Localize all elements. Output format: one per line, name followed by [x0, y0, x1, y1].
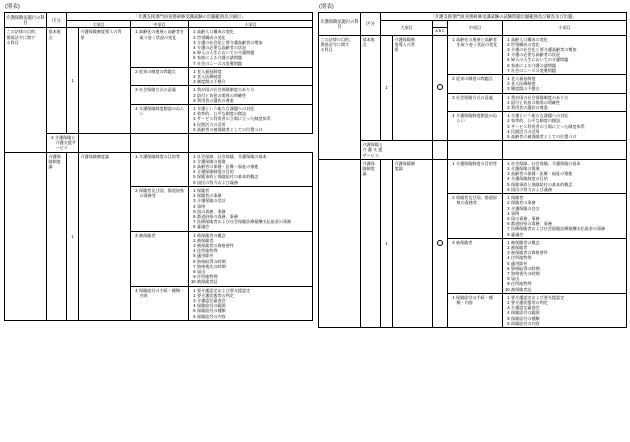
cell-detail: 1 社会保障、社会保険、介護保険の基本 2 介護保険の推進 3 高齢者の保健・医療・福祉の推進 4 介護保険制度の目的 5 保険事故と保険給付の基本的概念 6 国民の努力および義務 — [189, 152, 313, 186]
cell-division: 介護保 険制度 論 — [361, 159, 381, 327]
cell-day — [319, 159, 361, 327]
cell-detail: 1 老人福祉制度 2 老人医療制度 3 制度間の不整合 — [189, 67, 313, 86]
pane-left-label: (別表) — [5, 4, 20, 10]
cell-detail: 1 我が国の社会保険制度のあり方 2 給付と負担の関係の明確性 3 利用者の選択の尊重 — [189, 86, 313, 105]
pane-right — [318, 4, 626, 328]
cell-subject: 2 従来の制度の問題点 — [448, 75, 503, 94]
cell-day: この法律の目的、 関係法令に関す る科目 — [5, 28, 47, 152]
cell-subject — [79, 134, 131, 153]
cell-group-2: 2 介護保険と介護支援サービス — [47, 134, 79, 153]
cell-subject: 3 被保険者 — [131, 231, 189, 286]
table-row — [5, 152, 313, 186]
cell-group-index: 1 — [67, 152, 79, 320]
cell-group-index: 1 — [381, 35, 393, 141]
cell-abc-mark — [433, 141, 448, 160]
cell-subject: 1 介護保険制度の目的等 — [448, 159, 503, 193]
cell-day — [5, 152, 47, 320]
table-left-header — [5, 13, 313, 21]
cell-subject: 1 高齢化の進展と高齢者を取り巻く状況の変化 — [448, 35, 503, 74]
cell-detail: 1 高齢人口構成の変化 2 世帯構成の変化 3 介護の社会化と要介護高齢者の増加 4 介護の必要な高齢者の状況 5 婦人の人生においての介護問題 6 家族による介護の諸問題 7 社会のニーズの変遷問題 — [189, 28, 313, 67]
cell-detail: 1 社会保障、社会保険、介護保険の基本 2 介護保険の推進 3 高齢者の保健・医療・福祉の推進 4 介護保険制度の目的 5 保険事故と保険給付の基本的概念 6 国民の努力および義務 — [503, 159, 627, 193]
cell-detail: 1 保険者 2 保険者の事務 3 介護保険の会計 4 事例 5 国の責務、事務 6 都道府県の責務、事務 7 医療保険者および社会保険診療報酬支払基金の事務 8 審議会 — [503, 194, 627, 239]
cell-group-2: 介護保険と 介 護 支 援 サービス — [361, 141, 433, 160]
table-left — [4, 12, 313, 321]
col-header-detail: 小項目 — [189, 21, 313, 28]
cell-detail: 1 我が国の社会保険制度のあり方 2 給付と負担の関係の明確性 3 利用者の選択の尊重 — [503, 93, 627, 112]
cell-division: 基本視 点 — [47, 28, 67, 134]
table-right — [318, 12, 627, 328]
cell-subject: 3 社会保険方式の意義 — [448, 93, 503, 112]
table-right-title: 「介護支援専門員実務研修受講試験の試験問題出題範囲及び解答及び出題」 — [381, 13, 627, 21]
cell-subject: 1 介護保険制度の目的等 — [131, 152, 189, 186]
cell-subject: 2 保険者及び国、都道府県の責務等 — [448, 194, 503, 239]
col-header-group: 大項目 — [381, 21, 433, 35]
cell-group-label: 介護保険制 度導入の背 景 — [393, 35, 433, 141]
cell-group-label: 介護保険制度論 — [79, 152, 131, 320]
table-row — [319, 159, 627, 193]
table-row — [319, 141, 627, 160]
cell-subject: 4 保険給付の手続・種類・内容 — [448, 293, 503, 327]
col-header-day: 介護保険法施行の科目 — [319, 13, 361, 36]
cell-day: この法律の目的、 関係法令に関す る科目 — [319, 35, 361, 159]
cell-detail — [131, 134, 189, 153]
cell-detail: 1 介護という新たな課題への対応 2 効率的、公平な制度の創設 3 サービス利用者の立場に立った制度体系 4 民間活力の活用 5 高齢者の被保険者としての位置づけ — [503, 112, 627, 141]
circle-mark-icon — [437, 84, 443, 90]
cell-detail: 1 要介護認定および要支援認定 2 要介護状態等の判定 3 介護認定審査会 4 保険給付の範囲 5 保険給付の種類 6 保険給付の内容 — [189, 286, 313, 320]
pane-container — [4, 4, 626, 328]
cell-subject: 1 高齢化の進展と高齢者を取り巻く状況の変化 — [131, 28, 189, 67]
table-left-title: 「介護支援専門員実務研修受講試験の出題範囲及び細目」 — [67, 13, 313, 21]
cell-detail — [503, 141, 627, 160]
cell-subject — [448, 141, 503, 160]
col-header-subject: 中項目 — [131, 21, 189, 28]
cell-abc-mark — [433, 35, 448, 141]
cell-subject: 2 従来の制度の問題点 — [131, 67, 189, 86]
col-header-division: 区分 — [361, 13, 381, 36]
cell-subject: 3 被保険者 — [448, 238, 503, 293]
abc-cell: A B C — [433, 28, 448, 35]
cell-detail: 1 介護という新たな課題への対応 2 効率的、公平な制度の創設 3 サービス利用者の立場に立った制度体系 4 民間活力の活用 5 高齢者の被保険者としての位置づけ — [189, 105, 313, 134]
col-header-day: 介護保険法施行の科目 — [5, 13, 47, 28]
cell-subject: 4 介護保険制度創設のねらい — [448, 112, 503, 141]
table-row — [5, 28, 313, 67]
cell-detail: 1 被保険者の概念 2 被保険者 3 被保険者の資格要件 4 住所地特例 5 適用除外 6 資格取得の時期 7 資格喪失の時期 8 届出 9 住所地特例 10 被保険者証 — [189, 231, 313, 286]
col-header-group: 大項目 — [67, 21, 131, 28]
cell-detail: 1 被保険者の概念 2 被保険者 3 被保険者の資格要件 4 住所地特例 5 適用除外 6 資格取得の時期 7 資格喪失の時期 8 届出 9 住所地特例 10 被保険者証 — [503, 238, 627, 293]
table-row — [319, 35, 627, 74]
circle-mark-icon — [437, 240, 443, 246]
cell-subject: 4 保険給付の手続・種類・内容 — [131, 286, 189, 320]
pane-right-label: (別表) — [319, 4, 334, 10]
table-row — [5, 134, 313, 153]
cell-subject: 2 保険者及び国、都道府県の責務等 — [131, 186, 189, 231]
cell-group-label: 介護保険制 度論 — [393, 159, 433, 327]
cell-subject: 4 介護保険制度創設のねらい — [131, 105, 189, 134]
cell-abc-mark — [433, 159, 448, 327]
cell-subject: 3 社会保険方式の意義 — [131, 86, 189, 105]
col-header-detail: 小項目 — [503, 21, 627, 35]
cell-group-index: 1 — [381, 159, 393, 327]
cell-detail: 1 老人福祉制度 2 老人医療制度 3 制度間の不整合 — [503, 75, 627, 94]
table-right-header — [319, 13, 627, 21]
col-header-subject: 中項目 — [448, 21, 503, 35]
col-header-abc — [433, 21, 448, 28]
cell-group-label: 介護保険制度導入の背 景 — [79, 28, 131, 134]
cell-detail: 1 高齢人口構成の変化 2 世帯構成の変化 3 介護の社会化と要介護高齢者の増加 4 介護の必要な高齢者の状況 5 婦人の人生においての介護問題 6 家族による介護の諸問題 7 社会のニーズの変遷問題 — [503, 35, 627, 74]
cell-division: 介護保 険制度 論 — [47, 152, 67, 320]
cell-detail: 1 要介護認定および要支援認定 2 要介護状態等の判定 3 介護認定審査会 4 保険給付の範囲 5 保険給付の種類 6 保険給付の内容 — [503, 293, 627, 327]
cell-detail: 1 保険者 2 保険者の事務 3 介護保険の会計 4 事例 5 国の責務、事務 6 都道府県の責務、事務 7 医療保険者および社会保険診療報酬支払基金の事務 8 審議会 — [189, 186, 313, 231]
cell-group-index: 1 — [67, 28, 79, 134]
cell-division: 基本視 点 — [361, 35, 381, 141]
col-header-division: 区分 — [47, 13, 67, 28]
pane-left — [4, 4, 312, 328]
